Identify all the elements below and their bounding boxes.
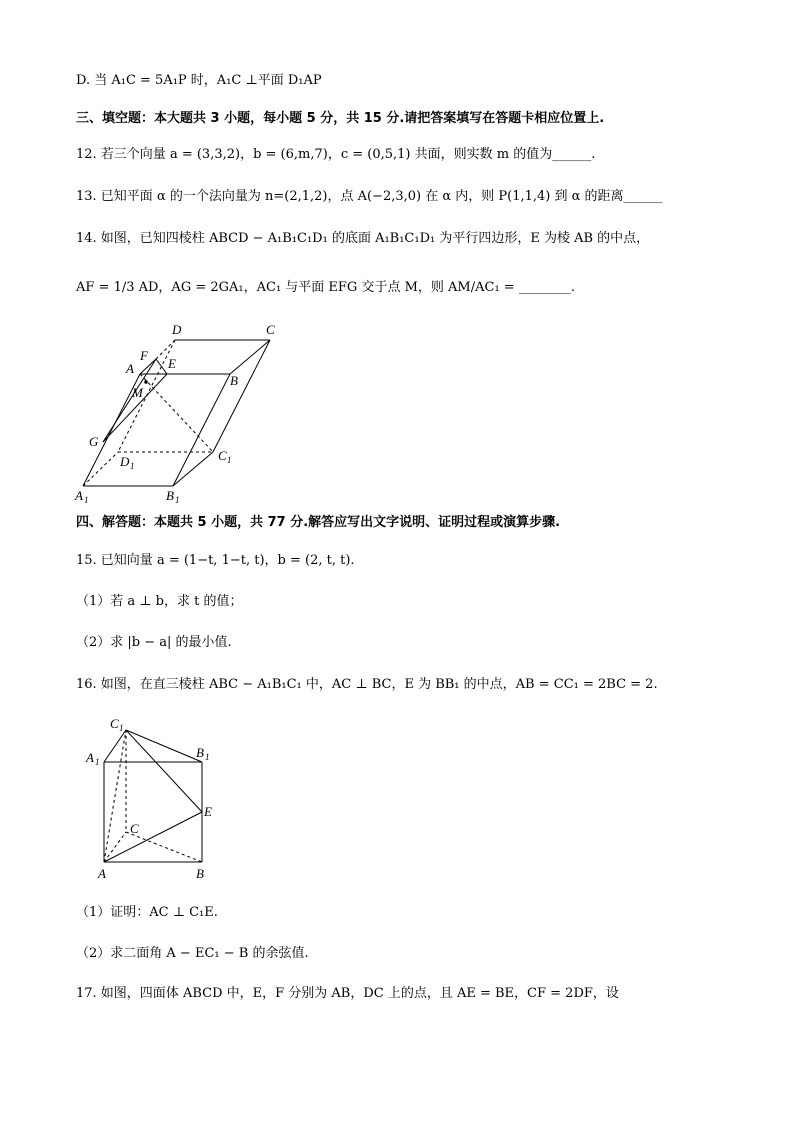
parallelepiped-figure [70,318,300,508]
label-A: A [126,361,134,376]
label-B1-sub: 1 [175,495,180,505]
label-C1-sub: 1 [227,455,232,465]
label-C1-sub: 1 [119,723,124,733]
question-15: 15. 已知向量 a = (1−t, 1−t, t)，b = (2, t, t). [76,553,355,568]
triangular-prism-figure [80,712,230,882]
label-C1: C [218,448,227,463]
question-14-line-1: 14. 如图，已知四棱柱 ABCD − A₁B₁C₁D₁ 的底面 A₁B₁C₁D₁ 为平行四边形，E 为棱 AB 的中点， [76,231,650,246]
label-A1: A [75,488,83,503]
question-13: 13. 已知平面 α 的一个法向量为 n=(2,1,2)，点 A(−2,3,0) 在 α 内，则 P(1,1,4) 到 α 的距离______ [76,189,663,204]
section-3-header: 三、填空题：本大题共 3 小题，每小题 5 分，共 15 分.请把答案填写在答题卡相应位置上. [76,111,605,126]
label-B: B [230,373,238,388]
question-15-part-2: （2）求 |b − a| 的最小值. [76,635,232,650]
label-D1-sub: 1 [130,461,135,471]
label-B: B [196,866,204,881]
label-C: C [130,821,139,836]
label-M: M [132,385,143,400]
label-C: C [266,322,275,337]
label-G: G [89,434,99,449]
question-16-part-2: （2）求二面角 A − EC₁ − B 的余弦值. [76,946,309,961]
question-17: 17. 如图，四面体 ABCD 中，E，F 分别为 AB，DC 上的点，且 AE = BE，CF = 2DF，设 [76,986,619,1001]
label-B1-sub: 1 [205,752,210,762]
label-A1: A [86,750,94,765]
label-D1: D [120,454,130,469]
question-12: 12. 若三个向量 a = (3,3,2)，b = (6,m,7)，c = (0,5,1) 共面，则实数 m 的值为______. [76,147,596,162]
label-C1: C [110,716,119,731]
label-A: A [98,866,106,881]
question-16: 16. 如图，在直三棱柱 ABC − A₁B₁C₁ 中，AC ⊥ BC，E 为 BB₁ 的中点，AB = CC₁ = 2BC = 2. [76,677,658,692]
label-E: E [168,356,176,371]
label-B1: B [196,745,204,760]
question-15-part-1: （1）若 a ⊥ b，求 t 的值； [76,594,243,609]
question-14-line-2: AF = 1/3 AD，AG = 2GA₁，AC₁ 与平面 EFG 交于点 M，则 AM/AC₁ = ________. [76,280,575,295]
label-B1: B [166,488,174,503]
label-E: E [204,804,212,819]
option-d: D. 当 A₁C = 5A₁P 时，A₁C ⊥平面 D₁AP [76,73,322,88]
section-4-header: 四、解答题：本题共 5 小题，共 77 分.解答应写出文字说明、证明过程或演算步骤. [76,515,561,530]
question-16-part-1: （1）证明：AC ⊥ C₁E. [76,905,218,920]
label-F: F [140,348,148,363]
label-A1-sub: 1 [95,757,100,767]
label-D: D [172,322,182,337]
label-A1-sub: 1 [84,495,89,505]
